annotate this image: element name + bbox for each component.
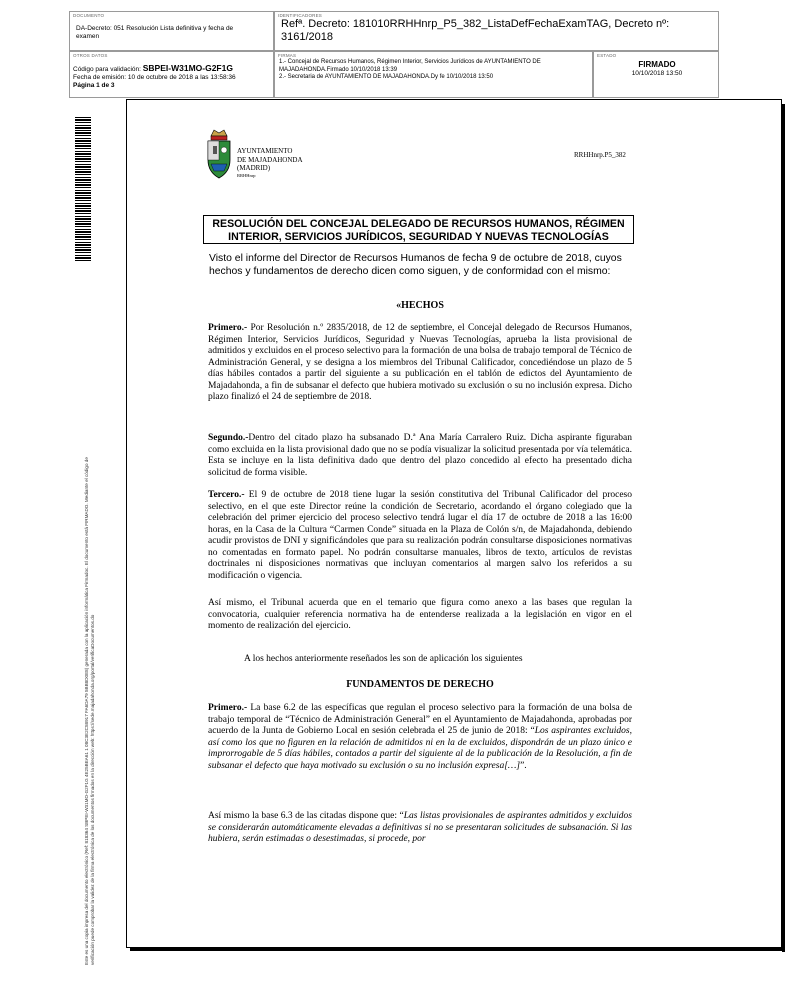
side-text-line-1: Este es una copia impresa del documento electrónico (Ref: 818364 SBPEI-W31MO-G2F1G 4E25BEA61 1 08C3E2C58917 FA6DA79 5BB8D0E8) generada con la aplicación informática Firmadoc. El documento está FIRMADO. Mediante el código de	[84, 457, 89, 965]
letterhead-line-1: AYUNTAMIENTO	[237, 147, 293, 155]
barcode	[75, 117, 91, 262]
hechos-segundo	[208, 433, 632, 479]
letterhead-line-2: DE MAJADAHONDA	[237, 155, 303, 164]
identificadores-label: IDENTIFICADORES	[278, 13, 323, 18]
fundamentos-primero	[208, 703, 632, 772]
side-text-line-2: verificación puede comprobar la validez de la firma electrónica de los documentos firmados en la dirección web: https://sede.majadahonda.org/portal/verificaDocumentos.do	[90, 614, 95, 965]
documento-value: DA-Decreto: 051 Resolución Lista definitiva y fecha de examen	[76, 25, 234, 40]
codigo-value: SBPEI-W31MO-G2F1G	[142, 63, 233, 73]
hechos-asi-mismo: Así mismo, el Tribunal acuerda que en el temario que figura como anexo a las bases que regulan la convocatoria, cualquier referencia normativa ha de entenderse realizada a la legislación en vigor en el momento de realización del ejercicio.	[208, 598, 632, 631]
page-shadow-bottom	[130, 948, 785, 951]
estado-value: FIRMADO	[638, 60, 676, 69]
hechos-segundo-lead: Segundo.-	[208, 433, 249, 443]
transition-text: A los hechos anteriormente reseñados les son de aplicación los siguientes	[244, 654, 523, 664]
documento-label: DOCUMENTO	[73, 13, 105, 18]
fundamentos-primero-quote: Los aspirantes excluidos, así como los que no figuren en la relación de admitidos ni en la de excluidos, dispondrán de un plazo único e improrrogable de 5 días hábiles, contados a partir del siguiente al de la publicación de la Resolución, a fin de subsanar el defecto que haya motivado su exclusión o su no inclusión expresa[…]	[208, 726, 632, 771]
fundamentos-primero-lead: Primero.-	[208, 703, 248, 713]
estado-label: ESTADO	[597, 53, 617, 58]
header-documento-cell	[69, 11, 274, 51]
fundamentos-heading: FUNDAMENTOS DE DERECHO	[346, 679, 494, 690]
page-shadow-right	[782, 104, 785, 952]
header-identificadores-cell	[274, 11, 719, 51]
document-reference: RRHHnrp.P5_382	[574, 151, 626, 159]
hechos-tercero-lead: Tercero.-	[208, 490, 245, 500]
coat-of-arms-icon	[204, 126, 234, 184]
header-firmas-cell	[274, 51, 593, 98]
fundamentos-primero-text: La base 6.2 de las específicas que regulan el proceso selectivo para la formación de una bolsa de trabajo temporal de “Técnico de Administración General” en el Ayuntamiento de Majadahonda, aprobadas por acuerdo de la Junta de Gobierno Local en sesión celebrada el 25 de junio de 2018: “	[208, 703, 632, 736]
fundamentos-base-6-3-quote: Las listas provisionales de aspirantes admitidos y excluidos se considerarán automáticamente elevadas a definitivas si no se presentaran solicitudes de subsanación. Si las hubiera, serán estimadas o desestimadas, si procede, por	[208, 811, 632, 844]
hechos-primero	[208, 323, 632, 404]
hechos-segundo-text: Dentro del citado plazo ha subsanado D.ª Ana María Carralero Ruiz. Dicha aspirante figuraban como excluida en la lista provisional dado que no se podía visualizar la solicitud presentada por vía telemática. Esta se incluye en la lista definitiva dado que dentro del plazo concedido al efecto ha presentado dicha solicitud de forma visible.	[208, 433, 632, 478]
hechos-heading: «HECHOS	[396, 300, 444, 311]
firma-2: 2.- Secretaria de AYUNTAMIENTO DE MAJADAHONDA.Dy fe 10/10/2018 13:50	[279, 74, 494, 80]
estado-fecha: 10/10/2018 13:50	[631, 70, 683, 77]
fundamentos-base-6-3-text: Así mismo la base 6.3 de las citadas dispone que: “	[208, 811, 404, 821]
letterhead-line-3: (MADRID)	[237, 164, 271, 172]
header-otros-datos-cell	[69, 51, 274, 98]
firma-1: 1.- Concejal de Recursos Humanos, Régimen Interior, Servicios Jurídicos de AYUNTAMIENTO DE MAJADAHONDA.Firmado 10/10/2018 13:39	[279, 59, 541, 73]
otros-datos-label: OTROS DATOS	[73, 53, 108, 58]
letterhead-line-4: RRHHnrp	[237, 172, 256, 178]
verification-side-text	[84, 457, 96, 965]
codigo-prefix: Código para validación:	[73, 66, 141, 73]
identificadores-value: Refª. Decreto: 181010RRHHnrp_P5_382_ListaDefFechaExamTAG, Decreto nº: 3161/2018	[281, 18, 670, 43]
hechos-tercero	[208, 490, 632, 582]
hechos-tercero-text: El 9 de octubre de 2018 tiene lugar la sesión constitutiva del Tribunal Calificador del proceso selectivo, en el que este Director reúne la condición de Secretario, acordando el órgano colegiado que la celebración del primer ejercicio del proceso selectivo tendrá lugar el día 17 de octubre de 2018 a las 16:00 horas, en la Casa de la Cultura “Carmen Conde” situada en la Plaza de Colón s/n, de Majadahonda, debiendo acudir provistos de DNI y significándoles que para su realización podrán consultarse disposiciones normativas no comentadas en formato papel. No podrán consultarse manuales, libros de texto, artículos de revistas doctrinales ni disposiciones normativas que incluyan comentarios al margen salvo los referidos a su modificación o vigencia.	[208, 490, 632, 581]
pagina: Página 1 de 3	[73, 82, 115, 89]
intro-paragraph: Visto el informe del Director de Recursos Humanos de fecha 9 de octubre de 2018, cuyos hechos y fundamentos de derecho dicen como siguen, y de conformidad con el mismo:	[209, 253, 622, 277]
fundamentos-base-6-3	[208, 811, 632, 846]
header-estado-cell	[593, 51, 719, 98]
resolution-title: RESOLUCIÓN DEL CONCEJAL DELEGADO DE RECURSOS HUMANOS, RÉGIMEN INTERIOR, SERVICIOS JURÍDICOS, SEGURIDAD Y NUEVAS TECNOLOGÍAS	[203, 215, 634, 244]
letterhead	[237, 147, 303, 179]
firmas-label: FIRMAS	[278, 53, 297, 58]
fundamentos-primero-end: ”.	[520, 760, 527, 771]
hechos-primero-lead: Primero.-	[208, 323, 248, 333]
codigo-row	[73, 64, 233, 74]
fecha-emision: Fecha de emisión: 10 de octubre de 2018 a las 13:58:36	[73, 74, 236, 81]
hechos-primero-text: Por Resolución n.º 2835/2018, de 12 de septiembre, el Concejal delegado de Recursos Humanos, Régimen Interior, Servicios Jurídicos, Seguridad y Nuevas Tecnologías, aprueba la lista provisional de admitidos y excluidos en el proceso selectivo para la formación de una bolsa de trabajo temporal de Técnico de Administración General, y se designa a los miembros del Tribunal Calificador, concediéndose un plazo de 5 días hábiles contados a partir del siguiente a su publicación en el tablón de edictos del Ayuntamiento de Majadahonda, a fin de subsanar el defecto que hubiera motivado su exclusión o su no inclusión expresa. Dicho plazo finalizó el 24 de septiembre de 2018.	[208, 323, 632, 402]
